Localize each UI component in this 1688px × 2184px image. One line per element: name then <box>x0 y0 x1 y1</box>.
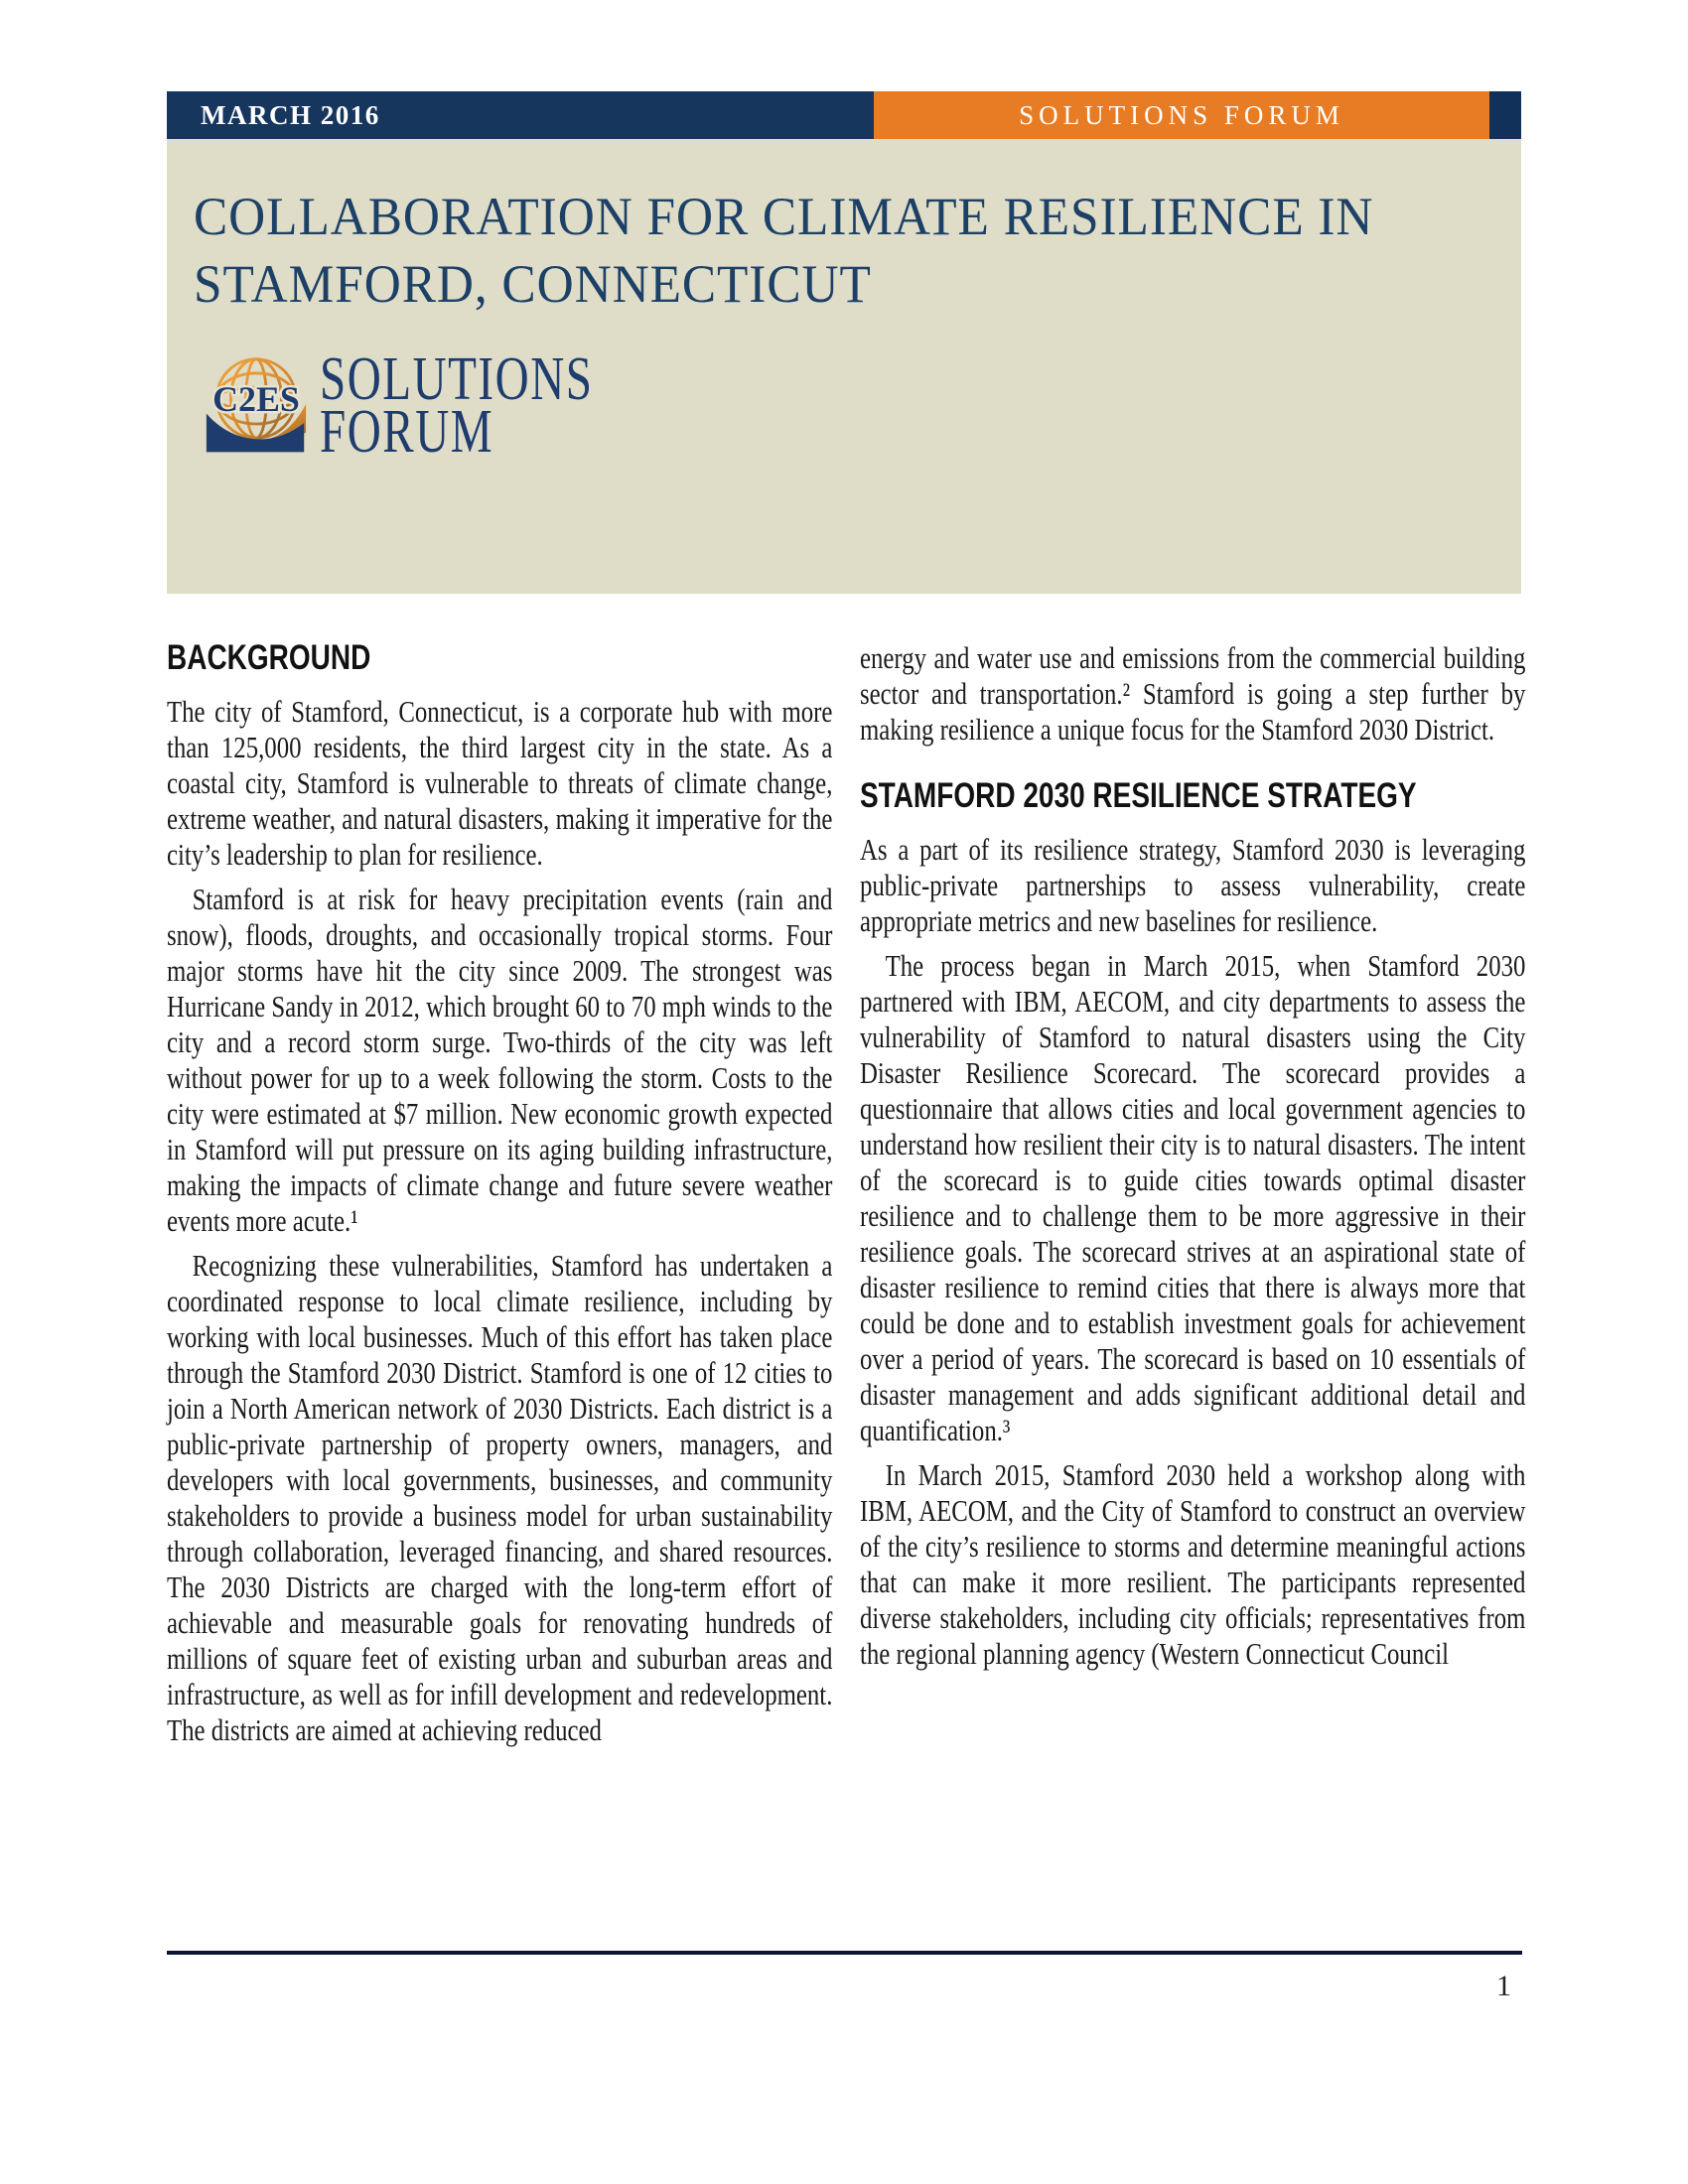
top-banner <box>167 91 1521 139</box>
page-number: 1 <box>1496 1970 1511 2002</box>
body-paragraph: As a part of its resilience strategy, Stamford 2030 is leveraging public-private partnerships to assess vulnerability, create appropriate metrics and new baselines for resilience. <box>860 832 1526 938</box>
issue-date: MARCH 2016 <box>167 91 874 139</box>
logo-wordmark <box>320 345 594 466</box>
body-paragraph: Recognizing these vulnerabilities, Stamford has undertaken a coordinated response to local climate resilience, including by working with local businesses. Much of this effort has taken place through the Stamford 2030 District. Stamford is one of 12 cities to join a North American network of 2030 Districts. Each district is a public-private partnership of property owners, managers, and developers with local governments, businesses, and community stakeholders to provide a business model for urban sustainability through collaboration, leveraged financing, and shared resources. The 2030 Districts are charged with the long-term effort of achievable and measurable goals for renovating hundreds of millions of square feet of existing urban and suburban areas and infrastructure, as well as for infill development and redevelopment. The districts are aimed at achieving reduced <box>167 1248 833 1747</box>
right-column <box>860 640 1525 1681</box>
section-heading-background: BACKGROUND <box>167 638 371 677</box>
solutions-forum-logo <box>205 345 1521 466</box>
c2es-globe-icon <box>205 351 308 463</box>
left-column <box>167 640 832 1757</box>
logo-wordmark-line2: FORUM <box>320 398 494 466</box>
logo-wordmark-line1: SOLUTIONS <box>320 345 594 413</box>
body-paragraph: In March 2015, Stamford 2030 held a workshop along with IBM, AECOM, and the City of Stamford to construct an overview of the city’s resilience to storms and determine meaningful actions that can make it more resilient. The participants represented diverse stakeholders, including city officials; representatives from the regional planning agency (Western Connecticut Council <box>860 1457 1526 1671</box>
body-paragraph: energy and water use and emissions from the commercial building sector and transportation.² Stamford is going a step further by making resilience a unique focus for the Stamford 2030 District. <box>860 640 1526 747</box>
page-title <box>194 183 1455 318</box>
footer-rule <box>167 1951 1522 1955</box>
page-title-line2: STAMFORD, CONNECTICUT <box>194 254 872 314</box>
c2es-acronym: C2ES <box>212 378 300 419</box>
body-paragraph: The city of Stamford, Connecticut, is a corporate hub with more than 125,000 residents, the third largest city in the state. As a coastal city, Stamford is vulnerable to threats of climate change, extreme weather, and natural disasters, making it imperative for the city’s leadership to plan for resilience. <box>167 694 833 872</box>
masthead <box>167 139 1521 594</box>
page-title-line1: COLLABORATION FOR CLIMATE RESILIENCE IN <box>194 187 1374 246</box>
section-heading-strategy: STAMFORD 2030 RESILIENCE STRATEGY <box>860 776 1417 815</box>
body-paragraph: The process began in March 2015, when Stamford 2030 partnered with IBM, AECOM, and city departments to assess the vulnerability of Stamford to natural disasters using the City Disaster Resilience Scorecard. The scorecard provides a questionnaire that allows cities and local government agencies to understand how resilient their city is to natural disasters. The intent of the scorecard is to guide cities towards optimal disaster resilience and to challenge them to be more aggressive in their resilience goals. The scorecard strives at an aspirational state of disaster resilience to remind cities that there is always more that could be done and to establish investment goals for achievement over a period of years. The scorecard is based on 10 essentials of disaster management and adds significant additional detail and quantification.³ <box>860 948 1526 1447</box>
banner-endcap <box>1489 91 1521 139</box>
body-paragraph: Stamford is at risk for heavy precipitation events (rain and snow), floods, droughts, and occasionally tropical storms. Four major storms have hit the city since 2009. The strongest was Hurricane Sandy in 2012, which brought 60 to 70 mph winds to the city and a record storm surge. Two-thirds of the city was left without power for up to a week following the storm. Costs to the city were estimated at $7 million. New economic growth expected in Stamford will put pressure on its aging building infrastructure, making the impacts of climate change and future severe weather events more acute.¹ <box>167 882 833 1238</box>
banner-forum-label: SOLUTIONS FORUM <box>874 91 1489 139</box>
